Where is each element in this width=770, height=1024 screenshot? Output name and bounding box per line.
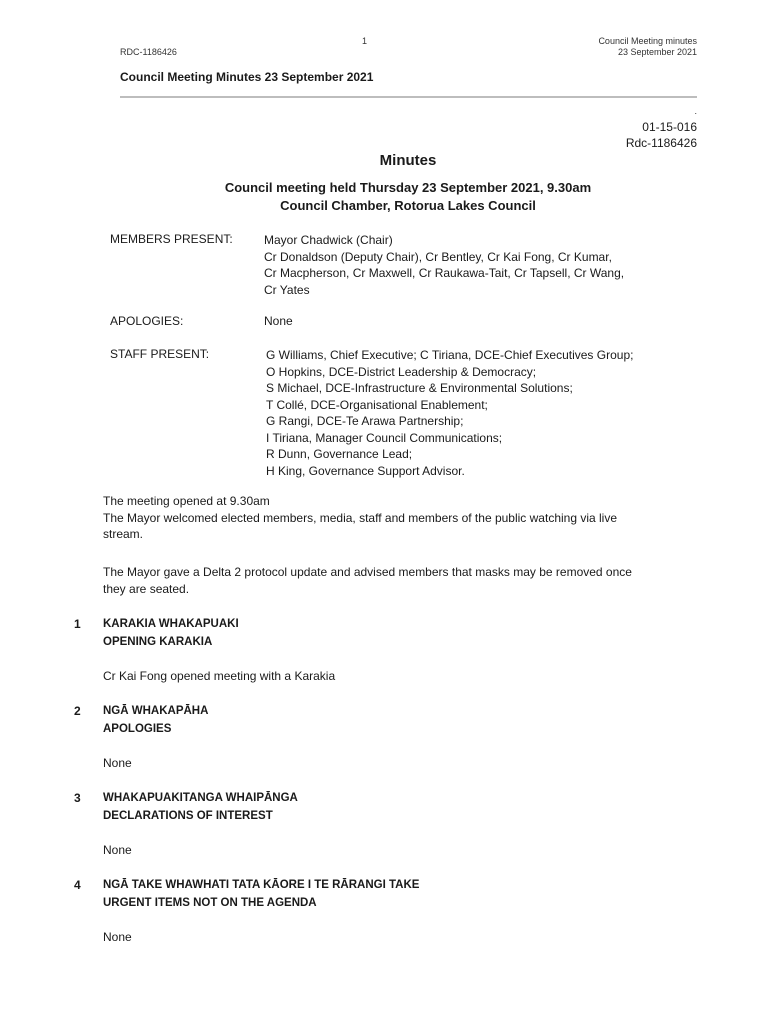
staff-line: O Hopkins, DCE-District Leadership & Democracy;: [266, 364, 537, 379]
section-number: 4: [74, 878, 81, 892]
apologies-value: None: [264, 314, 293, 328]
members-label: MEMBERS PRESENT:: [110, 232, 233, 246]
staff-line: I Tiriana, Manager Council Communications;: [266, 430, 503, 445]
staff-line: S Michael, DCE-Infrastructure & Environmental Solutions;: [266, 381, 573, 395]
paragraph-line: The meeting opened at 9.30am: [103, 494, 270, 508]
apologies-label: APOLOGIES:: [110, 314, 184, 328]
paragraph-line: stream.: [103, 527, 144, 541]
section-maori-title: NGĀ WHAKAPĀHA: [103, 705, 209, 717]
paragraph-line: they are seated.: [103, 581, 190, 596]
meeting-heading-line2: Council Chamber, Rotorua Lakes Council: [280, 198, 536, 213]
section-english-title: URGENT ITEMS NOT ON THE AGENDA: [103, 896, 317, 909]
members-line: Cr Macpherson, Cr Maxwell, Cr Raukawa-Tait, Cr Tapsell, Cr Wang,: [264, 266, 625, 280]
staff-line: G Rangi, DCE-Te Arawa Partnership;: [266, 414, 464, 428]
section-maori-title: WHAKAPUAKITANGA WHAIPĀNGA: [103, 792, 298, 804]
ref-dot: .: [694, 106, 697, 116]
section-number: 2: [74, 704, 81, 718]
members-line: Cr Donaldson (Deputy Chair), Cr Bentley, Cr Kai Fong, Cr Kumar,: [264, 249, 612, 264]
staff-line: G Williams, Chief Executive; C Tiriana, DCE-Chief Executives Group;: [266, 348, 634, 362]
rdc-reference: Rdc-1186426: [625, 136, 697, 150]
paragraph-line: The Mayor welcomed elected members, media, staff and members of the public watching via live: [103, 510, 618, 525]
section-english-title: OPENING KARAKIA: [103, 635, 213, 648]
section-maori-title: KARAKIA WHAKAPUAKI: [103, 618, 239, 630]
staff-label: STAFF PRESENT:: [110, 347, 210, 361]
delta-paragraph: [103, 564, 632, 597]
section-text: None: [103, 756, 132, 770]
section-number: 1: [74, 617, 81, 631]
staff-list: [266, 347, 633, 479]
members-line: Mayor Chadwick (Chair): [264, 233, 393, 247]
section-text: None: [103, 930, 132, 944]
section-text: Cr Kai Fong opened meeting with a Karakia: [103, 669, 336, 683]
header-divider: [120, 96, 697, 98]
header-title: Council Meeting Minutes 23 September 2021: [120, 70, 374, 84]
section-text: None: [103, 843, 132, 857]
opening-paragraph: [103, 493, 617, 543]
section-heading: [103, 616, 239, 651]
meeting-heading-line1: Council meeting held Thursday 23 September 2021, 9.30am: [224, 180, 592, 195]
section-heading: [103, 703, 208, 738]
section-heading: [103, 790, 298, 825]
page-number: 1: [362, 36, 368, 46]
section-heading: [103, 877, 419, 912]
section-english-title: APOLOGIES: [103, 722, 172, 735]
file-number: 01-15-016: [642, 120, 697, 134]
section-maori-title: NGĀ TAKE WHAWHATI TATA KĀORE I TE RĀRANGI TAKE: [103, 879, 420, 891]
section-english-title: DECLARATIONS OF INTEREST: [103, 809, 273, 822]
staff-line: T Collé, DCE-Organisational Enablement;: [266, 397, 488, 412]
header-right-line1: Council Meeting minutes: [598, 36, 697, 46]
document-reference: RDC-1186426: [120, 47, 177, 57]
members-list: [264, 232, 624, 298]
paragraph-line: The Mayor gave a Delta 2 protocol update and advised members that masks may be removed once: [103, 565, 632, 579]
minutes-title: Minutes: [379, 152, 437, 169]
members-line: Cr Yates: [264, 282, 310, 297]
staff-line: R Dunn, Governance Lead;: [266, 447, 413, 461]
section-number: 3: [74, 791, 81, 805]
staff-line: H King, Governance Support Advisor.: [266, 463, 465, 478]
header-right-line2: 23 September 2021: [617, 47, 697, 57]
